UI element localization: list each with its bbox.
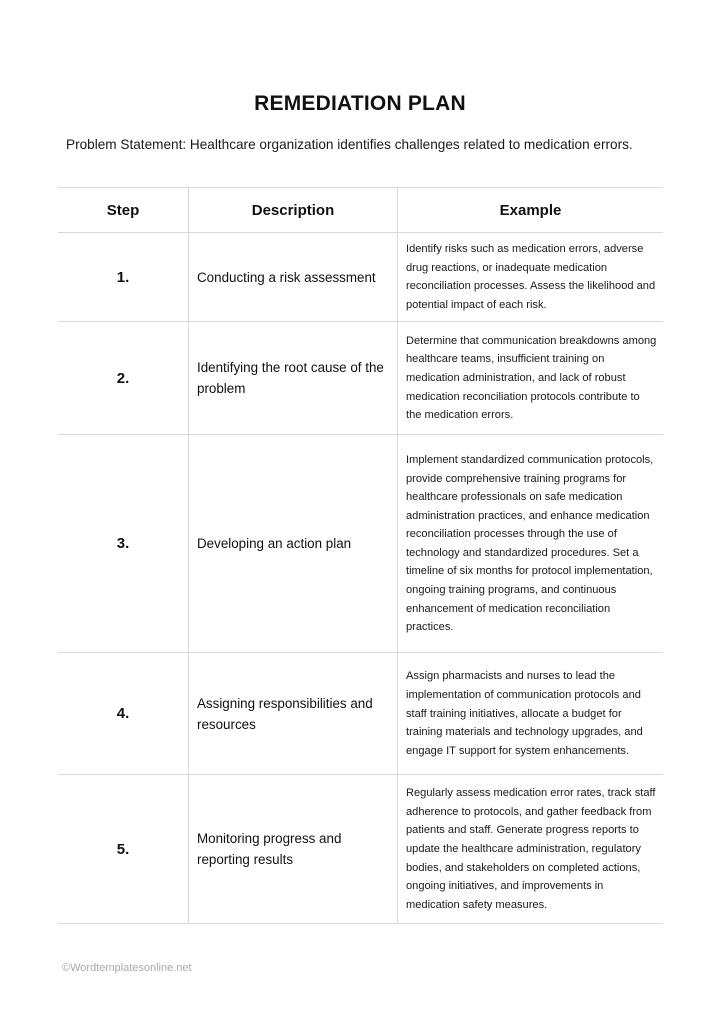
table-row — [58, 322, 663, 435]
table-row — [58, 775, 663, 924]
header-description: Description — [189, 188, 398, 233]
step-number: 3. — [58, 435, 189, 653]
step-description: Identifying the root cause of the problem — [189, 322, 398, 435]
table-row — [58, 435, 663, 653]
header-example: Example — [398, 188, 664, 233]
table-row — [58, 653, 663, 775]
step-example: Regularly assess medication error rates, track staff adherence to protocols, and gather feedback from patients and staff. Generate progress reports to update the healthcare administration, regulatory bodies, and stakeholders on completed actions, ongoing initiatives, and improvements in medication safety measures. — [398, 775, 664, 924]
step-example: Identify risks such as medication errors, adverse drug reactions, or inadequate medication reconciliation processes. Assess the likelihood and potential impact of each risk. — [398, 233, 664, 322]
document-title: REMEDIATION PLAN — [254, 92, 466, 115]
step-number: 5. — [58, 775, 189, 924]
step-number: 2. — [58, 322, 189, 435]
step-description: Developing an action plan — [189, 435, 398, 653]
header-step: Step — [58, 188, 189, 233]
step-example: Determine that communication breakdowns among healthcare teams, insufficient training on medication administration, and lack of robust medication reconciliation protocols contribute to the medication errors. — [398, 322, 664, 435]
step-example: Assign pharmacists and nurses to lead the implementation of communication protocols and staff training initiatives, allocate a budget for training materials and technology upgrades, and engage IT support for system enhancements. — [398, 653, 664, 775]
step-number: 1. — [58, 233, 189, 322]
remediation-table — [58, 187, 663, 924]
step-description: Assigning responsibilities and resources — [189, 653, 398, 775]
table-row — [58, 233, 663, 322]
table-header-row — [58, 188, 663, 233]
problem-statement: Problem Statement: Healthcare organization identifies challenges related to medication errors. — [66, 137, 633, 152]
step-description: Monitoring progress and reporting results — [189, 775, 398, 924]
step-description: Conducting a risk assessment — [189, 233, 398, 322]
step-number: 4. — [58, 653, 189, 775]
watermark-text: ©Wordtemplatesonline.net — [62, 962, 192, 974]
step-example: Implement standardized communication protocols, provide comprehensive training programs for healthcare professionals on safe medication administration practices, and enhance medication reconciliation processes through the use of technology and standardized procedures. Set a timeline of six months for protocol implementation, ongoing training programs, and continuous enhancement of medication reconciliation practices. — [398, 435, 664, 653]
